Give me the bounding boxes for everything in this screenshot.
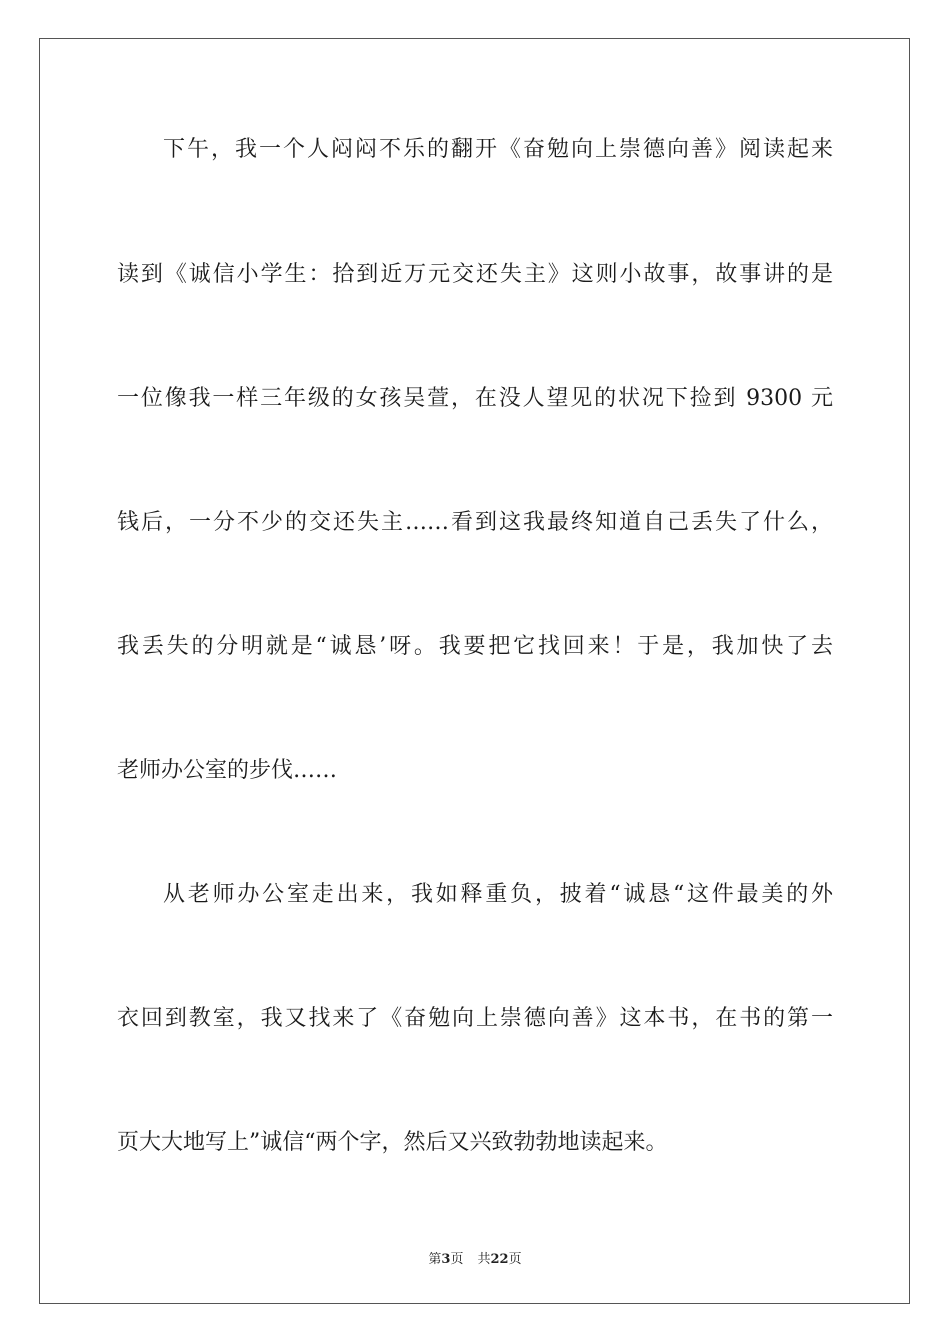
paragraph-1-line-4: 钱后，一分不少的交还失主……看到这我最终知道自己丢失了什么，	[117, 510, 833, 535]
paragraph-1-line-2: 读到《诚信小学生：拾到近万元交还失主》这则小故事，故事讲的是	[117, 262, 833, 287]
page-border	[39, 38, 910, 1304]
page-label-suffix: 页	[450, 1252, 464, 1267]
paragraph-2-line-1: 从老师办公室走出来，我如释重负，披着“诚恳“这件最美的外	[163, 882, 833, 907]
page-label-prefix: 第	[428, 1252, 442, 1267]
page-footer	[0, 1248, 950, 1267]
paragraph-2-line-2: 衣回到教室，我又找来了《奋勉向上崇德向善》这本书，在书的第一	[117, 1006, 833, 1031]
paragraph-1-line-6: 老师办公室的步伐……	[117, 758, 338, 783]
paragraph-1-line-5: 我丢失的分明就是“诚恳’呀。我要把它找回来！于是，我加快了去	[117, 634, 833, 659]
paragraph-1-line-3: 一位像我一样三年级的女孩吴萱，在没人望见的状况下捡到 9300 元	[117, 386, 833, 411]
page-number: 3	[441, 1252, 451, 1267]
paragraph-2-line-3: 页大大地写上”诚信“两个字，然后又兴致勃勃地读起来。	[117, 1130, 668, 1155]
total-label-suffix: 页	[508, 1252, 522, 1267]
total-pages: 22	[490, 1252, 509, 1267]
total-label-prefix: 共	[477, 1252, 491, 1267]
paragraph-1-line-1: 下午，我一个人闷闷不乐的翻开《奋勉向上崇德向善》阅读起来	[163, 137, 833, 162]
